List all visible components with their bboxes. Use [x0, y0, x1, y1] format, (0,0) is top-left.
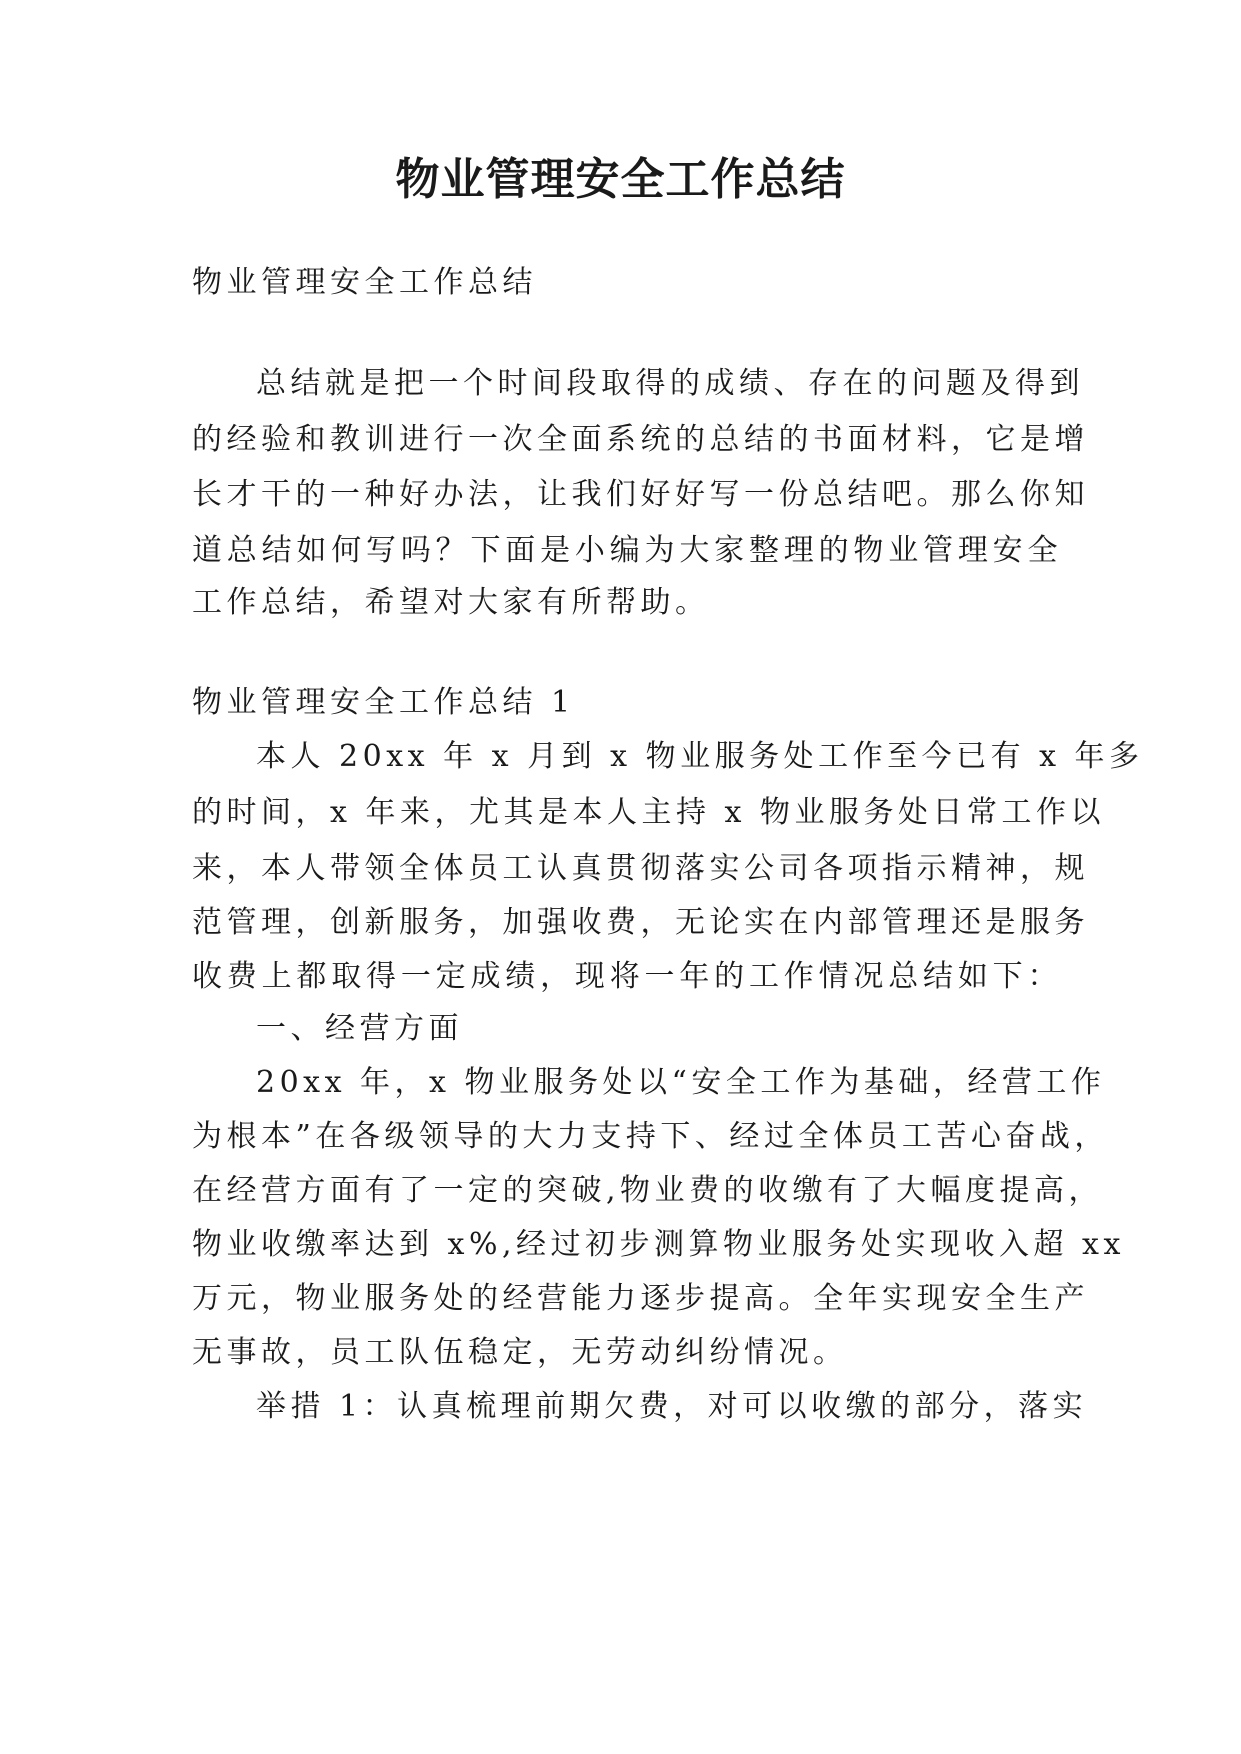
subheading: 一、经营方面	[256, 1011, 463, 1046]
paragraph-line: 万元，物业服务处的经营能力逐步提高。全年实现安全生产	[192, 1281, 1089, 1316]
document-subtitle: 物业管理安全工作总结	[192, 265, 537, 300]
paragraph-line: 无事故，员工队伍稳定，无劳动纠纷情况。	[192, 1335, 848, 1370]
paragraph-line: 为根本”在各级领导的大力支持下、经过全体员工苦心奋战，	[192, 1119, 1109, 1154]
section-heading: 物业管理安全工作总结 1	[192, 685, 575, 720]
paragraph-line: 物业收缴率达到 x%,经过初步测算物业服务处实现收入超 xx	[192, 1227, 1125, 1262]
intro-line: 工作总结，希望对大家有所帮助。	[192, 585, 710, 620]
paragraph-line: 来，本人带领全体员工认真贯彻落实公司各项指示精神，规	[192, 851, 1089, 886]
paragraph-line: 举措 1：认真梳理前期欠费，对可以收缴的部分，落实	[256, 1389, 1088, 1424]
paragraph-line: 收费上都取得一定成绩，现将一年的工作情况总结如下：	[192, 959, 1062, 994]
intro-line: 的经验和教训进行一次全面系统的总结的书面材料，它是增	[192, 422, 1089, 457]
paragraph-line: 本人 20xx 年 x 月到 x 物业服务处工作至今已有 x 年多	[256, 739, 1144, 774]
intro-line: 总结就是把一个时间段取得的成绩、存在的问题及得到	[256, 366, 1084, 401]
paragraph-line: 范管理，创新服务，加强收费，无论实在内部管理还是服务	[192, 905, 1089, 940]
paragraph-line: 的时间，x 年来，尤其是本人主持 x 物业服务处日常工作以	[192, 795, 1105, 830]
intro-line: 长才干的一种好办法，让我们好好写一份总结吧。那么你知	[192, 477, 1089, 512]
paragraph-line: 20xx 年，x 物业服务处以“安全工作为基础，经营工作	[256, 1065, 1106, 1100]
document-title: 物业管理安全工作总结	[395, 154, 846, 205]
intro-line: 道总结如何写吗？下面是小编为大家整理的物业管理安全	[192, 533, 1062, 568]
paragraph-line: 在经营方面有了一定的突破,物业费的收缴有了大幅度提高，	[192, 1173, 1104, 1208]
